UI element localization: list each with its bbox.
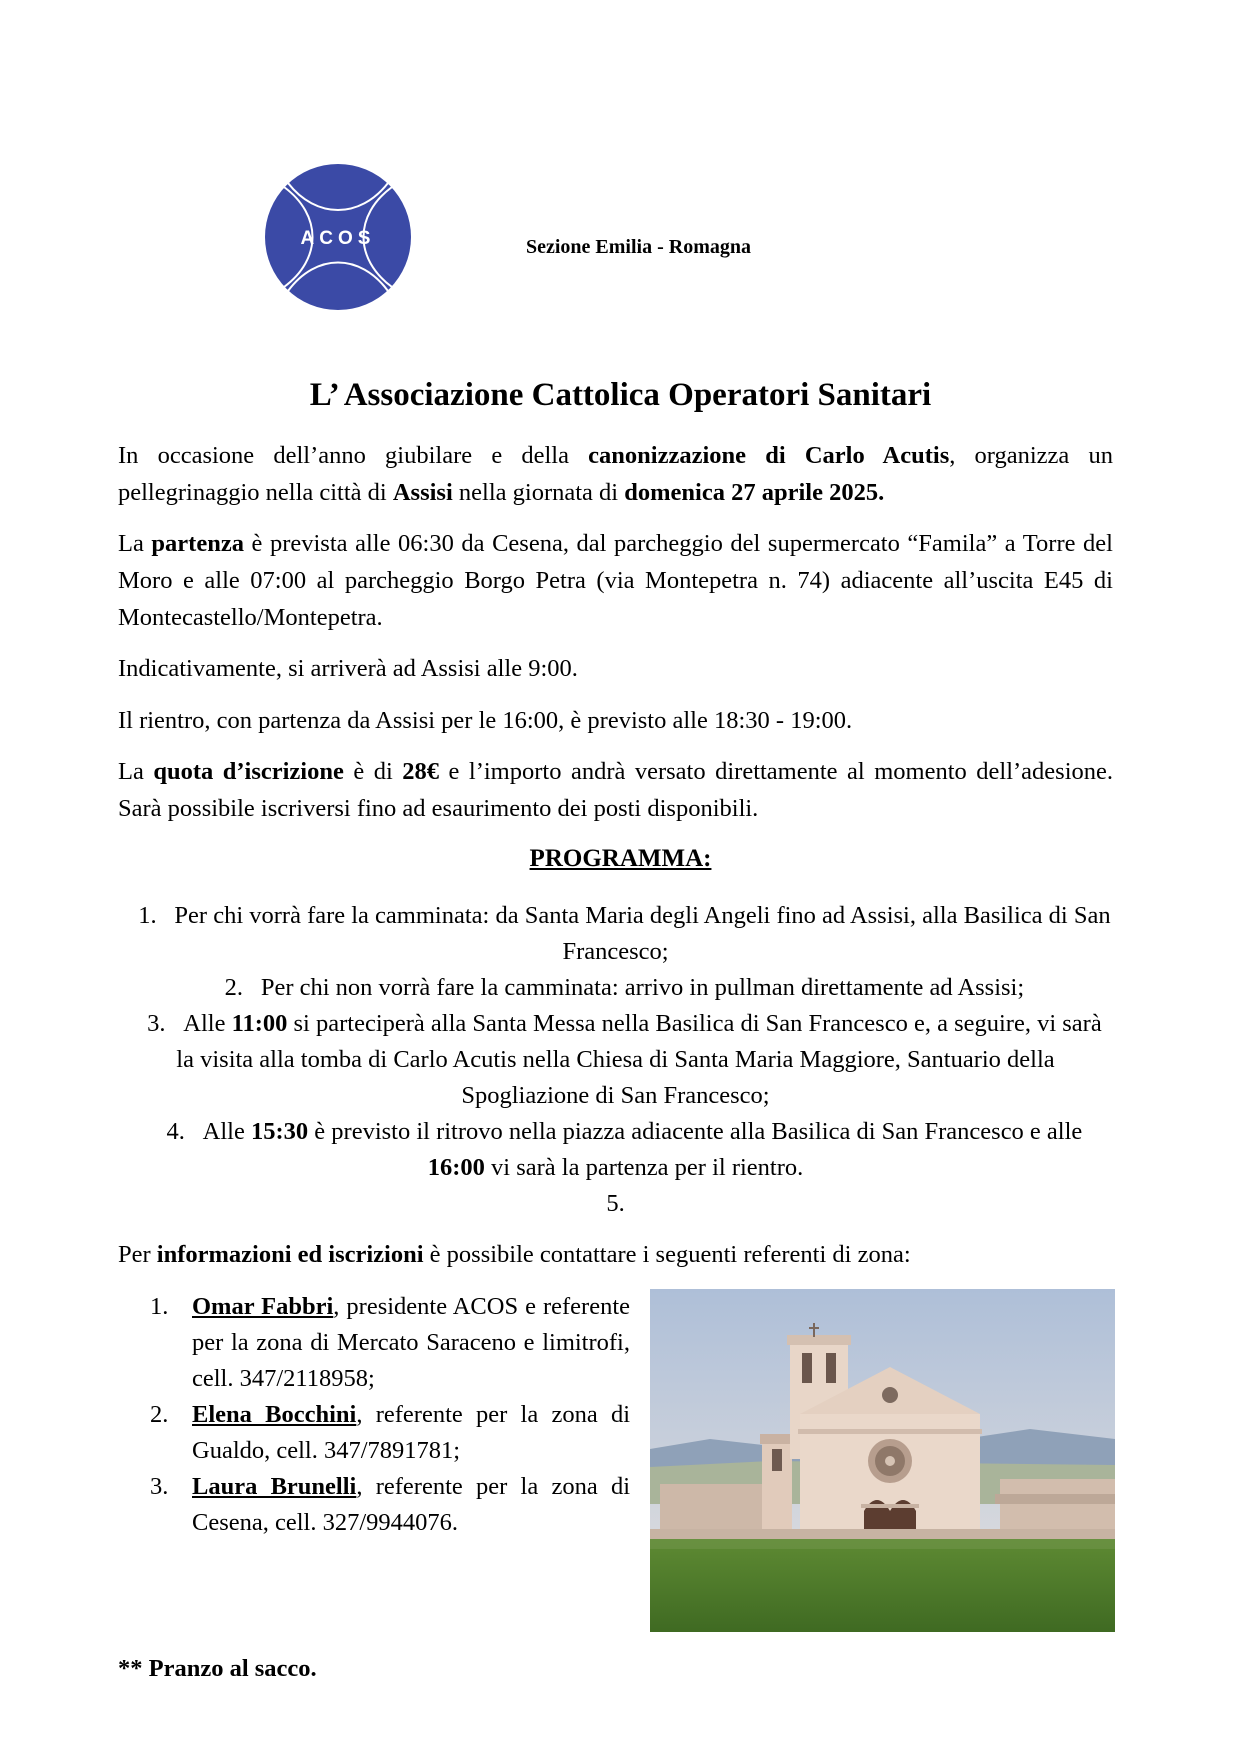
fee-text-2: è di <box>343 758 403 785</box>
info-bold: informazioni ed iscrizioni <box>156 1241 424 1268</box>
contact-name: Laura Brunelli <box>192 1473 357 1500</box>
program-heading: PROGRAMMA: <box>529 845 712 872</box>
program-item-number: 5. <box>606 1190 625 1217</box>
program-item-time-1: 15:30 <box>250 1118 309 1145</box>
contacts-list <box>150 1289 630 1541</box>
fee-bold-1: quota d’iscrizione <box>153 758 344 785</box>
info-text-2: è possibile contattare i seguenti referenti di zona: <box>423 1241 911 1268</box>
program-item-text-2: è previsto il ritrovo nella piazza adiacente alla Basilica di San Francesco e alle <box>308 1118 1083 1145</box>
program-item <box>118 1006 1113 1114</box>
contact-details: , referente per la zona di Cesena, cell. 327/9944076. <box>192 1473 630 1536</box>
intro-text-1: In occasione dell’anno giubilare e della <box>118 442 589 469</box>
program-item-text: Per chi vorrà fare la camminata: da Santa Maria degli Angeli fino ad Assisi, alla Basilica di San Francesco; <box>174 902 1111 965</box>
program-item-text-2: si parteciperà alla Santa Messa nella Basilica di San Francesco e, a seguire, vi sarà la visita alla tomba di Carlo Acutis nella Chiesa di Santa Maria Maggiore, Santuario della Spogliazione di San Francesco; <box>176 1010 1102 1109</box>
contact-number: 3. <box>150 1473 169 1500</box>
intro-bold-2: Assisi <box>392 479 453 506</box>
info-paragraph <box>118 1236 1113 1273</box>
fee-text-1: La <box>118 758 154 785</box>
arrival-paragraph: Indicativamente, si arriverà ad Assisi alle 9:00. <box>118 655 578 682</box>
contact-details: , presidente ACOS e referente per la zona di Mercato Saraceno e limitrofi, cell. 347/2118958; <box>192 1293 630 1392</box>
contact-name: Omar Fabbri <box>192 1293 334 1320</box>
program-item-text-1: Alle <box>183 1010 232 1037</box>
contact-details: , referente per la zona di Gualdo, cell. 347/7891781; <box>192 1401 630 1464</box>
program-item-number: 3. <box>147 1010 166 1037</box>
departure-bold: partenza <box>151 530 244 557</box>
intro-paragraph <box>118 437 1113 511</box>
return-paragraph: Il rientro, con partenza da Assisi per le 16:00, è previsto alle 18:30 - 19:00. <box>118 707 853 734</box>
program-item-number: 1. <box>138 902 157 929</box>
program-item <box>118 898 1113 970</box>
document-title: L’ Associazione Cattolica Operatori Sanitari <box>309 377 932 413</box>
program-item-number: 2. <box>224 974 244 1001</box>
departure-paragraph <box>118 525 1113 636</box>
intro-text-2: , organizza un pellegrinaggio nella città di <box>118 442 1113 506</box>
intro-bold-1: canonizzazione di Carlo Acutis <box>588 442 950 469</box>
fee-paragraph <box>118 753 1113 827</box>
basilica-photo <box>650 1289 1115 1632</box>
contact-number: 2. <box>150 1401 169 1428</box>
contact-name: Elena Bocchini <box>192 1401 357 1428</box>
departure-text-1: La <box>118 530 152 557</box>
program-item-time-2: 16:00 <box>427 1154 485 1181</box>
program-item-time: 11:00 <box>231 1010 288 1037</box>
program-item-number: 4. <box>166 1118 185 1145</box>
intro-bold-3: domenica 27 aprile 2025. <box>624 479 885 506</box>
intro-text-3: nella giornata di <box>452 479 625 506</box>
contact-item <box>150 1289 630 1397</box>
program-item-text-3: vi sarà la partenza per il rientro. <box>484 1154 804 1181</box>
contact-item <box>150 1469 630 1541</box>
contact-number: 1. <box>150 1293 169 1320</box>
program-item <box>118 1186 1113 1222</box>
fee-text-3: e l’importo andrà versato direttamente al momento dell’adesione. Sarà possibile iscriversi fino ad esaurimento dei posti disponibili. <box>118 758 1113 822</box>
acos-logo <box>264 163 412 311</box>
fee-bold-2: 28€ <box>402 758 440 785</box>
program-item <box>118 1114 1113 1186</box>
section-name: Sezione Emilia - Romagna <box>526 236 751 258</box>
program-item-text: Per chi non vorrà fare la camminata: arrivo in pullman direttamente ad Assisi; <box>260 974 1025 1001</box>
program-item-text-1: Alle <box>202 1118 251 1145</box>
contact-item <box>150 1397 630 1469</box>
info-text-1: Per <box>118 1241 157 1268</box>
program-item <box>118 970 1113 1006</box>
logo-text: ACOS <box>300 228 376 249</box>
footer-note: ** Pranzo al sacco. <box>118 1655 317 1682</box>
departure-text-2: è prevista alle 06:30 da Cesena, dal parcheggio del supermercato “Famila” a Torre del Moro e alle 07:00 al parcheggio Borgo Petra (via Montepetra n. 74) adiacente all’uscita E45 di Montecastello/Montepetra. <box>118 530 1113 631</box>
